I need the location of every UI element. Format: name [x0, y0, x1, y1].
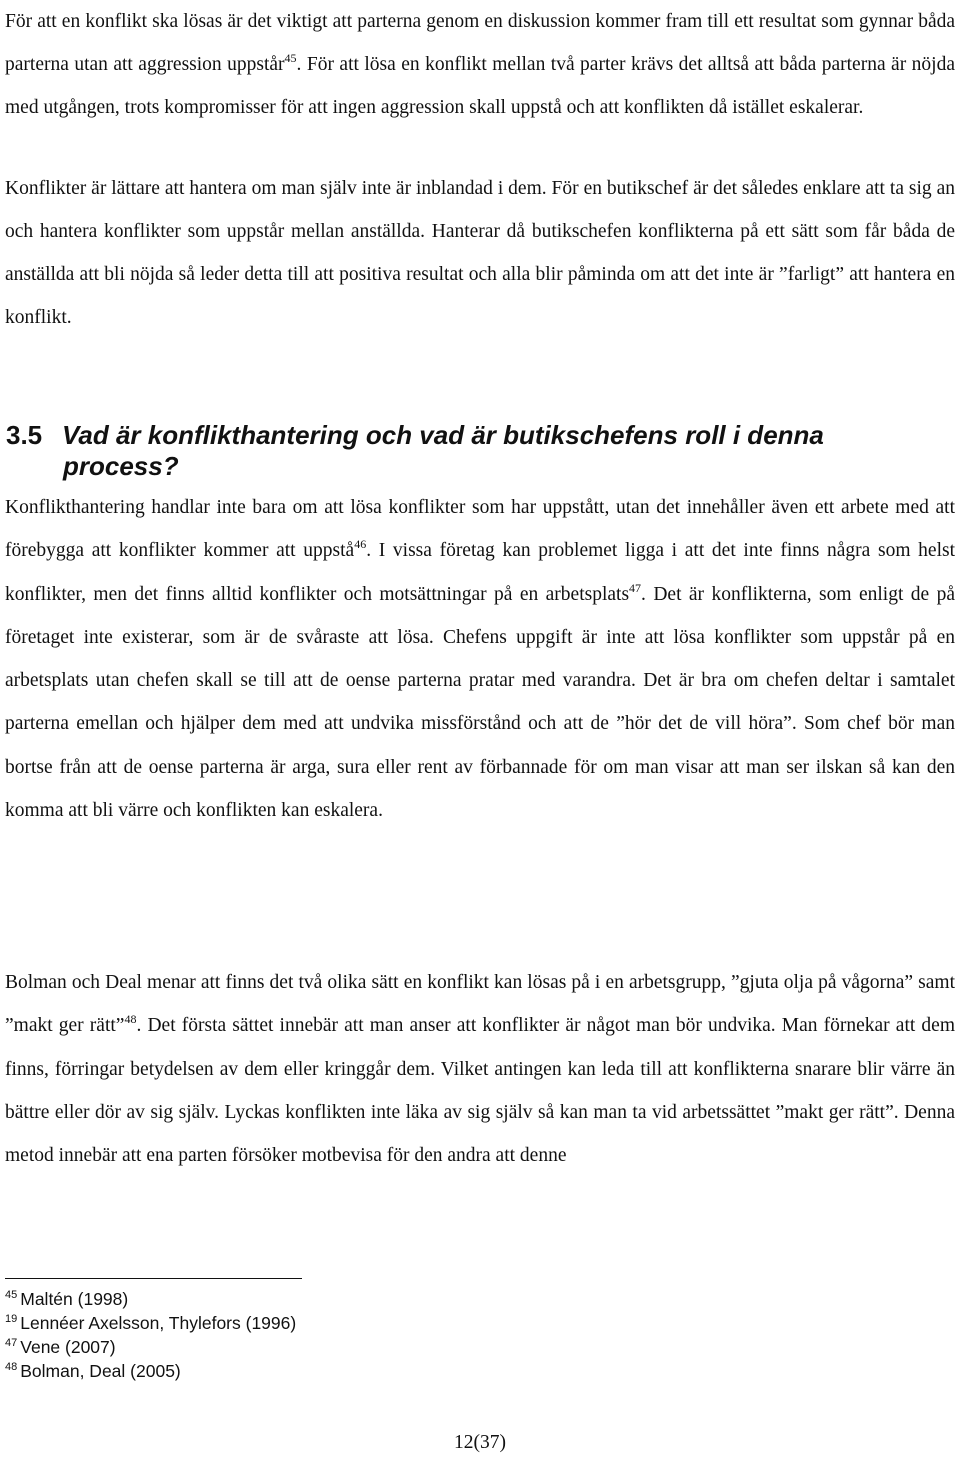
footnote-mark: 19: [5, 1313, 18, 1325]
section-heading: [6, 420, 956, 482]
footnote-text: Lennéer Axelsson, Thylefors (1996): [20, 1313, 297, 1333]
footnote-text: Vene (2007): [20, 1337, 116, 1357]
footnote-ref-47[interactable]: 47: [629, 580, 642, 595]
paragraph-1-text-b: . För att lösa en konflikt mellan två parter krävs det alltså att båda parterna är nöjda med utgången, trots kompromisser för att ingen aggression skall uppstå och att konflikten då istället eskalerar.: [5, 54, 955, 118]
footnote-item: [5, 1359, 296, 1383]
footnote-mark: 45: [5, 1289, 18, 1301]
paragraph-3-text-c: . Det är konflikterna, som enligt de på företaget inte existerar, som är de svåraste att lösa. Chefens uppgift är inte att lösa konflikter som uppstår på en arbetsplats utan chefen skall se till att de oense parterna pratar med varandra. Det är bra om chefen deltar i samtalet parterna emellan och hjälper dem med att undvika missförstånd och att de ”hör det de vill höra”. Som chef bör man bortse från att de oense parterna är arga, sura eller rent av förbannade för om man visar att man ser ilskan så kan den komma att bli värre och konflikten kan eskalera.: [5, 583, 955, 822]
footnote-mark: 48: [5, 1361, 18, 1373]
footnote-text: Bolman, Deal (2005): [20, 1361, 181, 1381]
page-number: 12(37): [454, 1432, 506, 1453]
paragraph-3-text-b: . I vissa företag kan problemet ligga i att det inte finns några som helst konflikter, men det finns alltid konflikter och motsättningar på en arbetsplats: [5, 540, 955, 605]
footnote-list: [5, 1287, 296, 1383]
footnote-ref-48[interactable]: 48: [124, 1012, 137, 1027]
paragraph-1-text-a: För att en konflikt ska lösas är det viktigt att parterna genom en diskussion kommer fram till ett resultat som gynnar båda parterna utan att aggression uppstår: [5, 11, 955, 75]
footnote-ref-46[interactable]: 46: [354, 537, 367, 552]
footnote-item: [5, 1335, 296, 1359]
section-number: 3.5: [6, 420, 43, 450]
footnote-item: [5, 1287, 296, 1311]
footnote-separator: [5, 1278, 302, 1279]
paragraph-4-text-a: Bolman och Deal menar att finns det två olika sätt en konflikt kan lösas på i en arbetsgrupp, ”gjuta olja på vågorna” samt ”makt ger rätt”: [5, 972, 955, 1037]
section-title-line-1: Vad är konflikthantering och vad är butikschefens roll i denna: [62, 420, 824, 450]
paragraph-4: [5, 961, 955, 1177]
footnote-text: Maltén (1998): [20, 1289, 129, 1309]
paragraph-3: [5, 486, 955, 832]
section-title-line-2: process?: [63, 451, 179, 481]
footnote-item: [5, 1311, 296, 1335]
paragraph-3-text-a: Konflikthantering handlar inte bara om att lösa konflikter som har uppstått, utan det innehåller även ett arbete med att förebygga att konflikter kommer att uppstå: [5, 497, 955, 562]
paragraph-1: [5, 0, 955, 129]
footnote-mark: 47: [5, 1337, 18, 1349]
paragraph-4-text-b: . Det första sättet innebär att man anser att konflikter är något man bör undvika. Man förnekar att dem finns, förringar betydelsen av dem eller kringgår dem. Vilket antingen kan leda till att konflikterna snarare blir värre än bättre eller dör av sig själv. Lyckas konflikten inte läka av sig själv så kan man ta vid arbetssättet ”makt ger rätt”. Denna metod innebär att ena parten försöker motbevisa för den andra att denne: [5, 1015, 956, 1167]
paragraph-2: Konflikter är lättare att hantera om man själv inte är inblandad i dem. För en butikschef är det således enklare att ta sig an och hantera konflikter som uppstår mellan anställda. Hanterar då butikschefen konflikterna på ett sätt som får båda de anställda att bli nöjda så leder detta till att positiva resultat och alla blir påminda om att det inte är ”farligt” att hantera en konflikt.: [5, 178, 955, 328]
footnote-ref-45[interactable]: 45: [284, 51, 297, 65]
